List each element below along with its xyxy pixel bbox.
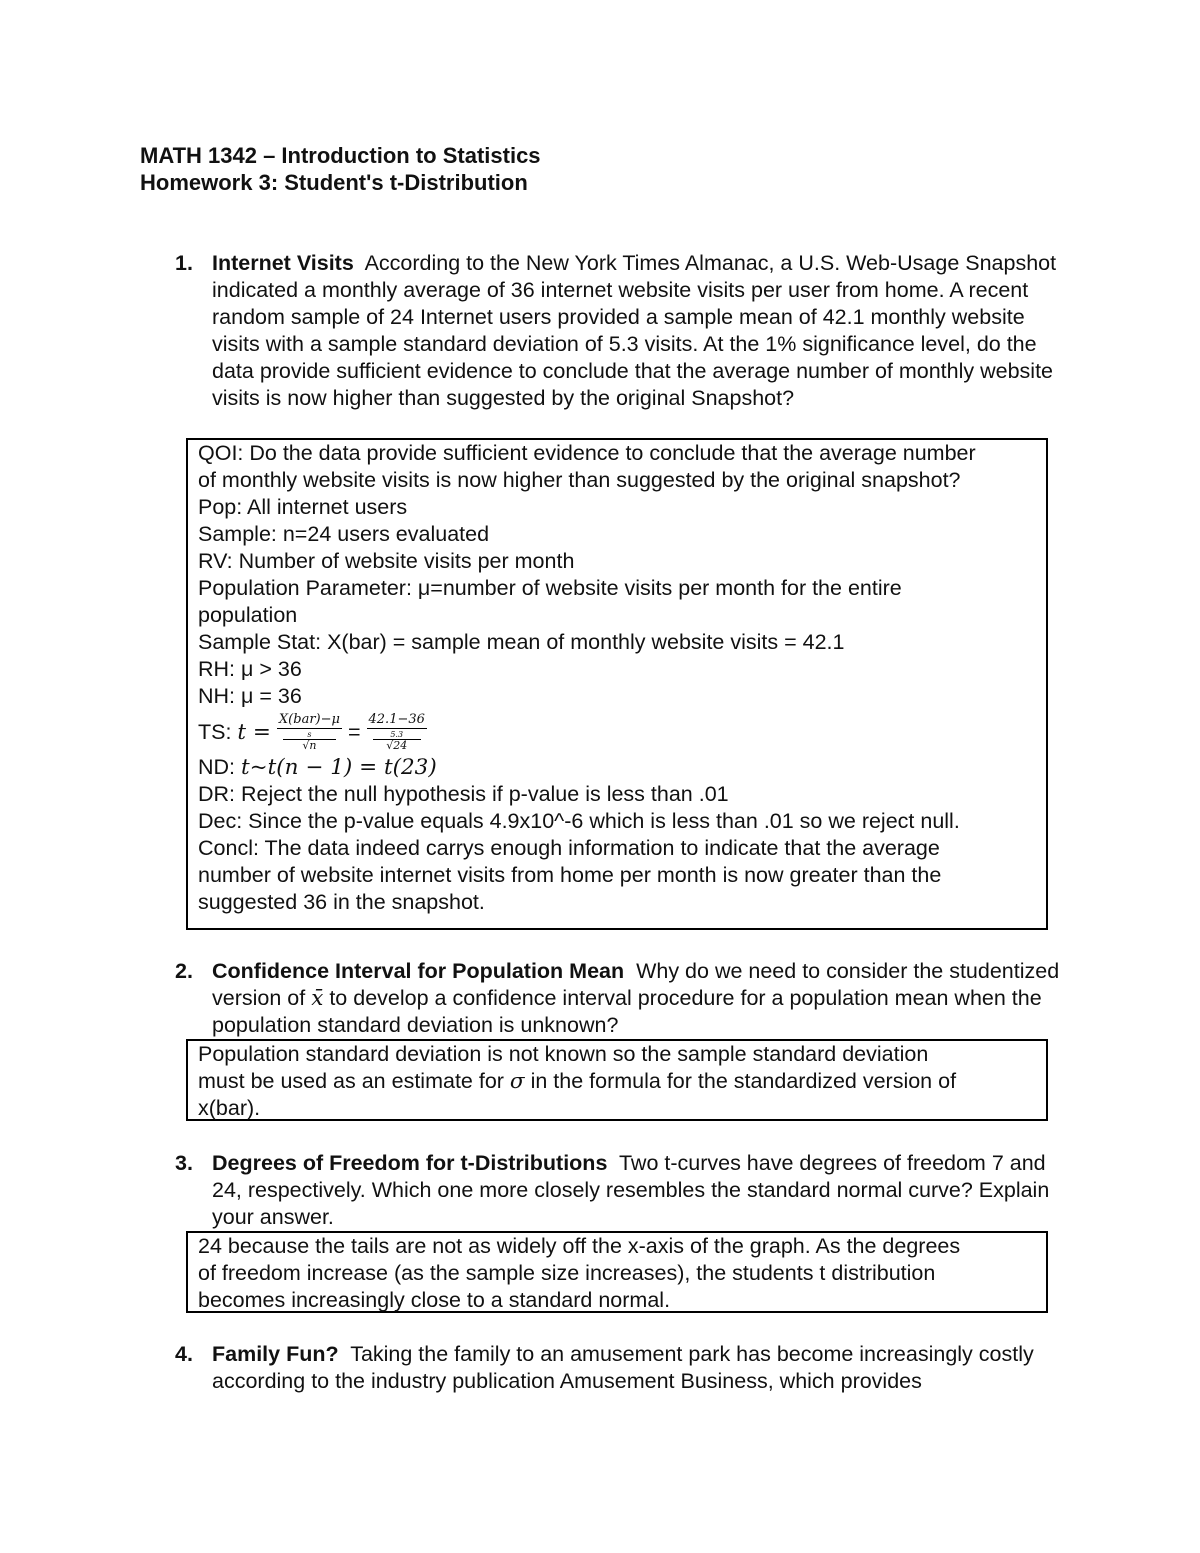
xbar-symbol: x̄ (311, 986, 324, 1011)
question-text: Why do we need to consider the studentized version of (212, 959, 1060, 1010)
homework-title: Homework 3: Student's t-Distribution (140, 170, 528, 195)
question-heading: Confidence Interval for Population Mean (212, 959, 625, 983)
question-3 (175, 1150, 1075, 1231)
answer-text: must be used as an estimate for (198, 1069, 504, 1093)
question-text: Taking the family to an amusement park has become increasingly costly according to the industry publication Amusement Business, which provides (212, 1342, 1034, 1393)
ts-sqrt-24: √24 (386, 739, 408, 752)
ts-numerator-values: 42.1−36 (368, 712, 425, 727)
answer-text: in the formula for the standardized version of (530, 1069, 957, 1093)
random-variable-line: RV: Number of website visits per month (198, 549, 575, 573)
question-text: to develop a confidence interval procedure for a population mean when the population standard deviation is unknown? (212, 986, 1042, 1037)
ts-fraction-values (367, 713, 427, 751)
answer-box-2 (186, 1039, 1048, 1121)
ts-numerator: X(bar)−μ (278, 712, 340, 727)
conclusion-line: number of website internet visits from home per month is now greater than the (198, 863, 942, 887)
sample-line: Sample: n=24 users evaluated (198, 522, 490, 546)
question-heading: Degrees of Freedom for t-Distributions (212, 1151, 608, 1175)
null-distribution-line (198, 754, 1042, 781)
question-text: Two t-curves have degrees of freedom 7 and 24, respectively. Which one more closely resembles the standard normal curve? Explain your answer. (212, 1151, 1050, 1229)
ts-fraction-formula (277, 713, 342, 751)
question-2 (175, 958, 1075, 1039)
qoi-line: QOI: Do the data provide sufficient evidence to conclude that the average number (198, 441, 976, 465)
test-statistic-line (198, 710, 1042, 754)
answer-line: Population standard deviation is not known so the sample standard deviation (198, 1042, 929, 1066)
question-number: 1. (175, 251, 193, 275)
question-number: 2. (175, 959, 193, 983)
ts-denominator-values (367, 729, 427, 751)
decision: Dec: Since the p-value equals 4.9x10^-6 which is less than .01 so we reject null. (198, 809, 960, 833)
ts-denominator (277, 729, 342, 751)
answer-line (198, 1068, 1042, 1095)
ts-t: t = (237, 719, 271, 745)
question-4 (175, 1341, 1075, 1395)
answer-box-1 (186, 438, 1048, 930)
conclusion-line: suggested 36 in the snapshot. (198, 890, 485, 914)
ts-s: s (283, 731, 336, 740)
answer-line: x(bar). (198, 1096, 261, 1120)
course-title: MATH 1342 – Introduction to Statistics (140, 143, 541, 168)
parameter-line: population (198, 603, 298, 627)
ts-sqrt-n: √n (302, 739, 317, 752)
question-text: According to the New York Times Almanac, a U.S. Web-Usage Snapshot indicated a monthly average of 36 internet website visits per user from home. A recent random sample of 24 Internet users provided a sample mean of 42.1 monthly website visits with a sample standard deviation of 5.3 visits. At the 1% significance level, do the data provide sufficient evidence to conclude that the average number of monthly website visits is now higher than suggested by the original Snapshot? (212, 251, 1057, 410)
question-1 (175, 250, 1075, 412)
question-heading: Internet Visits (212, 251, 354, 275)
answer-line: 24 because the tails are not as widely off the x-axis of the graph. As the degrees (198, 1234, 961, 1258)
question-number: 4. (175, 1342, 193, 1366)
question-number: 3. (175, 1151, 193, 1175)
nd-label: ND: (198, 755, 241, 779)
decision-rule: DR: Reject the null hypothesis if p-value is less than .01 (198, 782, 729, 806)
ts-equals: = (347, 719, 361, 744)
ts-s-value: 5.3 (373, 731, 421, 740)
population-line: Pop: All internet users (198, 495, 408, 519)
conclusion-line: Concl: The data indeed carrys enough information to indicate that the average (198, 836, 940, 860)
answer-box-3 (186, 1231, 1048, 1313)
nd-expression: t~t(n − 1) = t(23) (241, 755, 437, 780)
sample-stat-line: Sample Stat: X(bar) = sample mean of monthly website visits = 42.1 (198, 630, 845, 654)
answer-line: of freedom increase (as the sample size increases), the students t distribution (198, 1261, 936, 1285)
sigma-symbol: σ (509, 1069, 525, 1094)
question-heading: Family Fun? (212, 1342, 339, 1366)
null-hypothesis: NH: μ = 36 (198, 684, 302, 708)
document-header (140, 142, 541, 196)
research-hypothesis: RH: μ > 36 (198, 657, 302, 681)
answer-line: becomes increasingly close to a standard normal. (198, 1288, 671, 1312)
qoi-line: of monthly website visits is now higher than suggested by the original snapshot? (198, 468, 961, 492)
ts-label: TS: (198, 719, 238, 744)
parameter-line: Population Parameter: μ=number of website visits per month for the entire (198, 576, 902, 600)
